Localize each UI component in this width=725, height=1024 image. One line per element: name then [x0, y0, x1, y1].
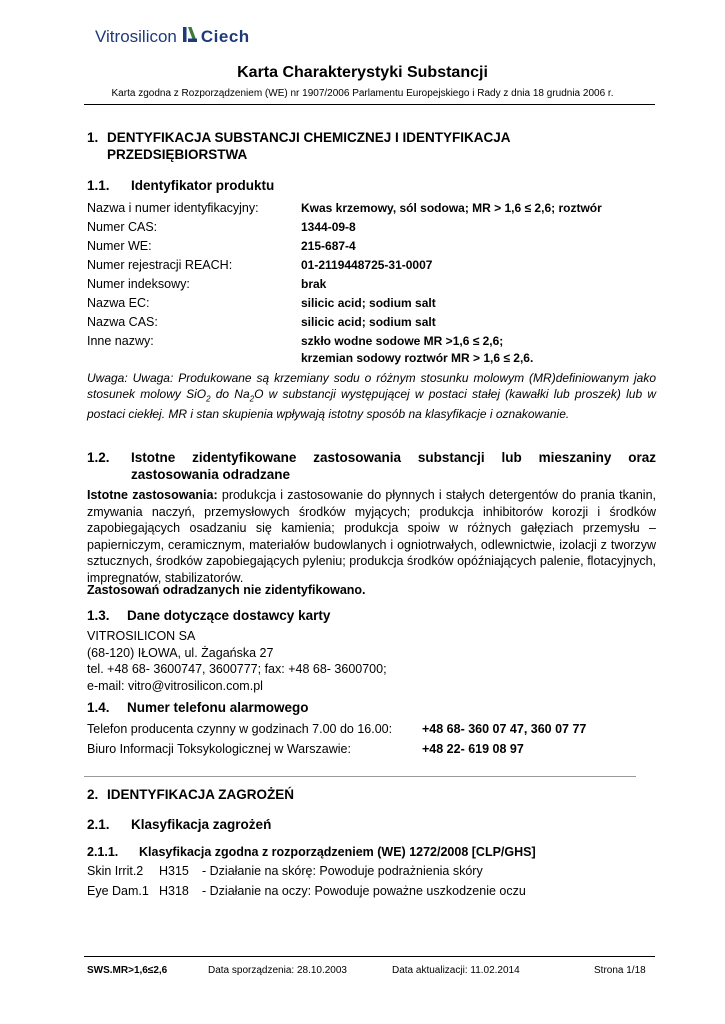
hazard-row	[87, 861, 526, 881]
identifier-label: Numer rejestracji REACH:	[87, 258, 233, 272]
identifier-value: Kwas krzemowy, sól sodowa; MR > 1,6 ≤ 2,6; roztwór	[301, 201, 602, 215]
supplier-phone-fax: tel. +48 68- 3600747, 3600777; fax: +48 68- 3600700;	[87, 662, 387, 676]
identifier-row-continuation	[87, 351, 602, 366]
footer-updated-date: Data aktualizacji: 11.02.2014	[392, 965, 520, 976]
identifier-value: 01-2119448725-31-0007	[301, 258, 433, 272]
identifier-label: Numer WE:	[87, 239, 152, 253]
identifier-label: Numer indeksowy:	[87, 277, 190, 291]
section-1-3-heading	[87, 608, 330, 623]
footer-document-code: SWS.MR>1,6≤2,6	[87, 965, 168, 976]
section-1-number: 1.	[87, 130, 99, 145]
emergency-phone-row	[87, 739, 586, 759]
identifier-row	[87, 218, 602, 237]
section-1-4-number: 1.4.	[87, 700, 110, 715]
footer-page-number: Strona 1/18	[594, 965, 646, 976]
hazard-description: - Działanie na skórę: Powoduje podrażnienia skóry	[202, 864, 483, 878]
footer-created-date: Data sporządzenia: 28.10.2003	[208, 965, 347, 976]
emergency-phone-label: Biuro Informacji Toksykologicznej w Warszawie:	[87, 742, 351, 756]
supplier-name: VITROSILICON SA	[87, 629, 196, 643]
supplier-email: e-mail: vitro@vitrosilicon.com.pl	[87, 678, 263, 693]
uses-advised-against: Zastosowań odradzanych nie zidentyfikowano.	[87, 583, 366, 597]
section-1-3-number: 1.3.	[87, 608, 110, 623]
logo-vitrosilicon-text: Vitrosilicon	[95, 27, 177, 46]
identifier-value: 1344-09-8	[301, 220, 356, 234]
emergency-phone-label: Telefon producenta czynny w godzinach 7.00 do 16.00:	[87, 722, 393, 736]
section-1-4-heading	[87, 700, 309, 715]
emergency-phone-value: +48 22- 619 08 97	[422, 742, 524, 756]
supplier-address: (68-120) IŁOWA, ul. Żagańska 27	[87, 645, 274, 660]
identifier-row	[87, 237, 602, 256]
hazard-code: H318	[159, 884, 189, 898]
identifier-row	[87, 199, 602, 218]
section-2-1-1-number: 2.1.1.	[87, 845, 119, 859]
section-divider	[84, 776, 636, 777]
section-2-1-number: 2.1.	[87, 817, 110, 832]
section-2-1-heading	[87, 817, 271, 832]
identifier-row	[87, 256, 602, 275]
relevant-uses-paragraph	[87, 487, 656, 586]
logo-ciech-text: Ciech	[200, 27, 250, 46]
section-2-1-title: Klasyfikacja zagrożeń	[131, 817, 272, 832]
hazard-code: H315	[159, 864, 189, 878]
document-title: Karta Charakterystyki Substancji	[237, 64, 488, 81]
identifier-label: Inne nazwy:	[87, 334, 154, 348]
emergency-phone-row	[87, 719, 586, 739]
section-2-1-1-heading	[87, 845, 536, 859]
identifier-value: szkło wodne sodowe MR >1,6 ≤ 2,6;	[301, 334, 504, 348]
section-2-heading	[87, 787, 294, 802]
ciech-logo-icon	[183, 27, 197, 47]
hazard-category: Eye Dam.1	[87, 884, 149, 898]
hazard-classification-list	[87, 861, 526, 901]
identifier-row	[87, 313, 602, 332]
identifier-value: silicic acid; sodium salt	[301, 315, 436, 329]
document-subtitle: Karta zgodna z Rozporządzeniem (WE) nr 1907/2006 Parlamentu Europejskiego i Rady z dnia 18 grudnia 2006 r.	[111, 88, 614, 99]
identifier-value: 215-687-4	[301, 239, 356, 253]
section-1-1-heading	[87, 178, 274, 193]
section-1-heading	[87, 129, 511, 163]
header-divider	[84, 104, 655, 105]
relevant-uses-label: Istotne zastosowania:	[87, 488, 218, 502]
product-identifier-table	[87, 199, 602, 366]
supplier-contact	[87, 628, 387, 694]
footer-divider	[84, 956, 655, 957]
relevant-uses-text: produkcja i zastosowanie do płynnych i stałych detergentów do prania tkanin, zmywania naczyń, przemysłowych środków myjących; produkcja inhibitorów korozji i środków zapobiegających osadzaniu się kamienia; produkcja spoiw w różnych gałęziach przemysłu – papierniczym, ceramicznym, materiałów budowlanych i ogniotrwałych, odlewnictwie, izolacji z tworzyw sztucznych, środków zapobiegających pyleniu; produkcja środków opóźniających palenie, flotacyjnych, impregnatów, stabilizatorów.	[87, 488, 656, 585]
section-2-title: IDENTYFIKACJA ZAGROŻEŃ	[107, 787, 295, 802]
section-1-2-number: 1.2.	[87, 450, 110, 465]
identifier-row	[87, 275, 602, 294]
hazard-category: Skin Irrit.2	[87, 864, 144, 878]
identifier-label: Nazwa CAS:	[87, 315, 158, 329]
section-1-title-line1: DENTYFIKACJA SUBSTANCJI CHEMICZNEJ I IDENTYFIKACJA	[107, 130, 511, 145]
section-2-number: 2.	[87, 787, 99, 802]
section-1-2-heading	[87, 449, 656, 483]
emergency-phone-table	[87, 719, 586, 759]
hazard-description: - Działanie na oczy: Powoduje poważne uszkodzenie oczu	[202, 884, 526, 898]
section-1-3-title: Dane dotyczące dostawcy karty	[127, 608, 331, 623]
other-names-line2: krzemian sodowy roztwór MR > 1,6 ≤ 2,6.	[301, 351, 534, 365]
identifier-label: Numer CAS:	[87, 220, 158, 234]
identifier-value: brak	[301, 277, 327, 291]
identifier-row	[87, 294, 602, 313]
hazard-row	[87, 881, 526, 901]
molar-ratio-note: Uwaga: Uwaga: Produkowane są krzemiany sodu o różnym stosunku molowym (MR)definiowanym jako stosunek molowy SiO$_2$ do $Na_2O$ w substancji występującej w postaci stałej (kawałki lub proszek) lub w postaci ciekłej. MR i stan skupienia wpływają istotny sposób na klasyfikacje i oznakowanie.	[87, 371, 656, 421]
section-2-1-1-title: Klasyfikacja zgodna z rozporządzeniem (WE) 1272/2008 [CLP/GHS]	[139, 845, 536, 859]
section-1-2-title-line2: zastosowania odradzane	[131, 467, 291, 482]
emergency-phone-value: +48 68- 360 07 47, 360 07 77	[422, 722, 587, 736]
section-1-title-line2: PRZEDSIĘBIORSTWA	[107, 147, 248, 162]
section-1-1-title: Identyfikator produktu	[131, 178, 275, 193]
identifier-label: Nazwa EC:	[87, 296, 150, 310]
section-1-4-title: Numer telefonu alarmowego	[127, 700, 309, 715]
identifier-value: silicic acid; sodium salt	[301, 296, 436, 310]
identifier-row	[87, 332, 602, 351]
company-logo	[95, 27, 250, 47]
section-1-2-title-line1: Istotne zidentyfikowane zastosowania substancji lub mieszaniny oraz	[131, 450, 656, 465]
section-1-1-number: 1.1.	[87, 178, 110, 193]
identifier-label: Nazwa i numer identyfikacyjny:	[87, 201, 259, 215]
